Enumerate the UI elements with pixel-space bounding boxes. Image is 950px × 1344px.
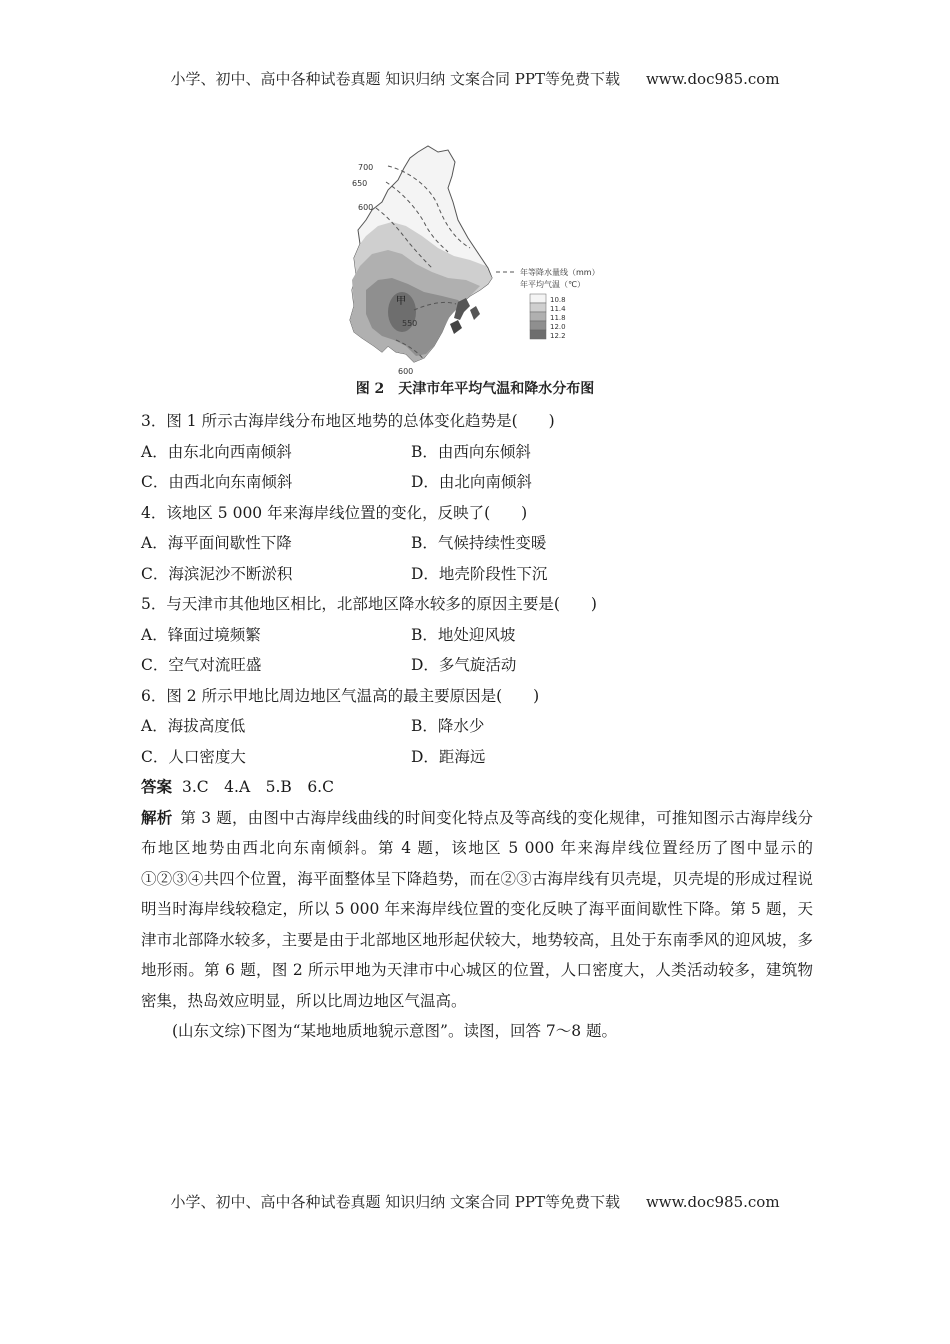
answer-line bbox=[141, 772, 813, 803]
option-5a[interactable]: A．锋面过境频繁 bbox=[141, 625, 261, 644]
question-6-options-row-2 bbox=[141, 742, 813, 773]
contour-label-600-south: 600 bbox=[398, 367, 414, 376]
header-site: www.doc985.com bbox=[645, 70, 780, 88]
option-4b[interactable]: B．气候持续性变暖 bbox=[411, 534, 547, 552]
contour-label-550: 550 bbox=[402, 319, 418, 328]
contour-label-700: 700 bbox=[358, 163, 374, 172]
contour-label-600-north: 600 bbox=[358, 203, 374, 212]
legend-swatch bbox=[530, 294, 546, 303]
figure-caption: 图 2 天津市年平均气温和降水分布图 bbox=[355, 381, 595, 397]
legend-swatch bbox=[530, 312, 546, 321]
map-legend bbox=[496, 267, 600, 340]
option-5b[interactable]: B．地处迎风坡 bbox=[411, 625, 516, 644]
analysis-label: 解析 bbox=[141, 807, 173, 827]
answer-text: 3.C 4.A 5.B 6.C bbox=[182, 778, 334, 796]
contour-label-650: 650 bbox=[352, 179, 368, 188]
answer-label: 答案 bbox=[141, 777, 173, 796]
legend-value: 12.2 bbox=[550, 332, 566, 340]
legend-value: 11.4 bbox=[550, 305, 566, 313]
legend-value: 10.8 bbox=[550, 296, 566, 304]
question-section bbox=[141, 406, 813, 1047]
legend-line-label: 年等降水量线（mm） bbox=[520, 268, 600, 277]
place-label-jia: 甲 bbox=[396, 296, 406, 307]
option-5c[interactable]: C．空气对流旺盛 bbox=[141, 656, 262, 674]
option-4c[interactable]: C．海滨泥沙不断淤积 bbox=[141, 564, 293, 583]
question-5-options-row-2 bbox=[141, 650, 813, 681]
footer-text: 小学、初中、高中各种试卷真题 知识归纳 文案合同 PPT等免费下载 bbox=[170, 1193, 620, 1211]
question-5-stem: 5．与天津市其他地区相比，北部地区降水较多的原因主要是( ) bbox=[141, 595, 597, 613]
question-3-options-row-1 bbox=[141, 437, 813, 468]
legend-swatch bbox=[530, 330, 546, 339]
analysis-paragraph bbox=[141, 803, 813, 1017]
question-4-options-row-1 bbox=[141, 528, 813, 559]
option-6c[interactable]: C．人口密度大 bbox=[141, 747, 246, 766]
legend-swatch bbox=[530, 303, 546, 312]
question-3-options-row-2 bbox=[141, 467, 813, 498]
question-4-stem: 4．该地区 5 000 年来海岸线位置的变化，反映了( ) bbox=[141, 503, 528, 522]
tianjin-map-figure bbox=[330, 140, 630, 380]
legend-value: 12.0 bbox=[550, 323, 566, 331]
legend-value: 11.8 bbox=[550, 314, 566, 322]
option-6b[interactable]: B．降水少 bbox=[411, 717, 485, 735]
page-footer bbox=[0, 1191, 950, 1212]
header-text: 小学、初中、高中各种试卷真题 知识归纳 文案合同 PPT等免费下载 bbox=[170, 70, 620, 88]
option-4a[interactable]: A．海平面间歇性下降 bbox=[141, 534, 292, 552]
option-3a[interactable]: A．由东北向西南倾斜 bbox=[141, 442, 292, 461]
question-3-stem: 3．图 1 所示古海岸线分布地区地势的总体变化趋势是( ) bbox=[141, 412, 555, 430]
question-5-options-row-1 bbox=[141, 620, 813, 651]
question-4-options-row-2 bbox=[141, 559, 813, 590]
option-5d[interactable]: D．多气旋活动 bbox=[411, 656, 517, 674]
option-6a[interactable]: A．海拔高度低 bbox=[141, 717, 246, 735]
page-header bbox=[0, 68, 950, 89]
option-3d[interactable]: D．由北向南倾斜 bbox=[411, 473, 532, 491]
option-6d[interactable]: D．距海远 bbox=[411, 747, 486, 766]
footer-site: www.doc985.com bbox=[645, 1193, 780, 1211]
option-3b[interactable]: B．由西向东倾斜 bbox=[411, 442, 531, 461]
tianjin-map bbox=[330, 140, 630, 380]
analysis-text: 第 3 题，由图中古海岸线曲线的时间变化特点及等高线的变化规律，可推知图示古海岸线分布地区地势由西北向东南倾斜。第 4 题，该地区 5 000 年来海岸线位置经历了图中显示的①②③④共四个位置，海平面整体呈下降趋势，而在②③古海岸线有贝壳堤，贝壳堤的形成过程说明当时海岸线较稳定，所以 5 000 年来海岸线位置的变化反映了海平面间歇性下降。第 5 题，天津市北部降水较多，主要是由于北部地区地形起伏较大，地势较高，且处于东南季风的迎风坡，多地形雨。第 6 题，图 2 所示甲地为天津市中心城区的位置，人口密度大，人类活动较多，建筑物密集，热岛效应明显，所以比周边地区气温高。 bbox=[141, 808, 813, 1010]
option-3c[interactable]: C．由西北向东南倾斜 bbox=[141, 473, 293, 491]
option-4d[interactable]: D．地壳阶段性下沉 bbox=[411, 564, 548, 583]
next-question-intro: (山东文综)下图为“某地地质地貌示意图”。读图，回答 7～8 题。 bbox=[172, 1022, 618, 1040]
question-6-options-row-1 bbox=[141, 711, 813, 742]
legend-fill-label: 年平均气温（℃） bbox=[520, 280, 585, 289]
question-6-stem: 6．图 2 所示甲地比周边地区气温高的最主要原因是( ) bbox=[141, 686, 540, 705]
legend-swatch bbox=[530, 321, 546, 330]
